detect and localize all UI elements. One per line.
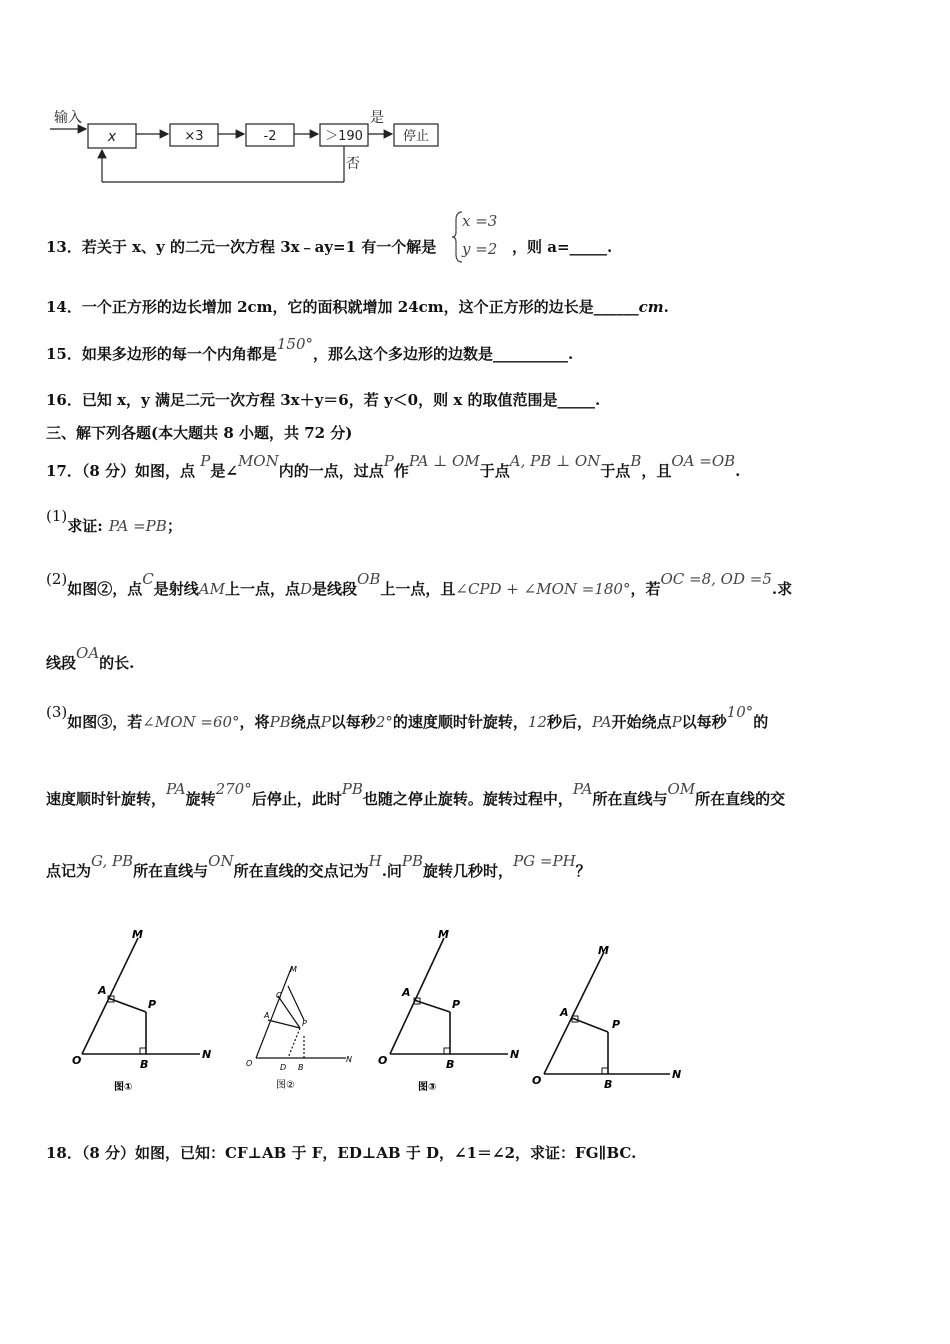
flowchart-no-label: 否: [346, 156, 360, 172]
q13-blank: _____: [569, 238, 608, 256]
q17-intro-2: 是∠: [210, 462, 238, 480]
q17-p3-q: 所在直线与: [133, 862, 209, 880]
fig1-caption: 图①: [114, 1082, 133, 1093]
section-3-title: 三、解下列各题(本大题共 8 小题，共 72 分): [46, 424, 353, 442]
fig4-label-m: M: [598, 944, 609, 957]
question-16: [46, 389, 600, 410]
fig4-label-b: B: [604, 1078, 613, 1091]
q14-unit: cm: [638, 298, 664, 316]
q17-intro-8: .: [735, 462, 741, 480]
q17-p2-num: (2): [46, 570, 68, 588]
flowchart-box-minus2-label: -2: [263, 129, 277, 144]
q17-intro-4: 作: [393, 462, 409, 480]
q17-p3-pg-eq-ph: PG =PH: [513, 852, 576, 870]
q17-p1-num: (1): [46, 507, 68, 525]
q17-point-p: P: [200, 452, 211, 470]
q17-p3-pa-2: PA: [166, 780, 186, 798]
q17-p3-e: 的速度顺时针旋转，: [392, 713, 528, 731]
fig1-label-b: B: [140, 1058, 149, 1071]
q17-p2-f: ，若: [630, 580, 661, 598]
fig3-label-m: M: [438, 928, 449, 941]
fig3-caption: 图③: [418, 1082, 437, 1093]
q15-angle: 150°: [276, 335, 314, 353]
q17-figures: [60, 920, 700, 1100]
fig4-label-p: P: [612, 1018, 621, 1031]
q17-p3-u: ？: [575, 862, 591, 880]
q17-p3-r: 所在直线的交点记为: [233, 862, 369, 880]
fig2-label-b: B: [298, 1063, 304, 1072]
q17-part-2: [46, 570, 793, 599]
q17-p3-o: 所在直线的交: [695, 790, 786, 808]
q17-p2-angle: ∠CPD + ∠MON =180°: [455, 580, 631, 598]
q15-blank: __________: [493, 345, 569, 363]
q17-p3-s: .问: [381, 862, 402, 880]
fig1-label-o: O: [72, 1054, 82, 1067]
flowchart-yes-label: 是: [370, 110, 384, 126]
fig3-label-o: O: [378, 1054, 388, 1067]
fig2-label-m: M: [290, 965, 297, 974]
q17-p3-l: 后停止，此时: [251, 790, 342, 808]
q17-p2-c-point: C: [142, 570, 154, 588]
q17-intro-6: 于点: [600, 462, 631, 480]
q17-p3-10deg: 10°: [726, 703, 754, 721]
q13-sys-x: x =3: [462, 212, 498, 230]
q17-p2-oa: OA: [76, 644, 100, 662]
q17-part-1: [46, 507, 182, 536]
q17-part-3-line2: [46, 780, 786, 809]
q17-p1-text: 求证:: [67, 517, 103, 535]
question-18: 18．（8 分）如图，已知：CF⊥AB 于 F，ED⊥AB 于 D，∠1＝∠2，求证：FG∥BC.: [46, 1144, 637, 1162]
q17-p2-b: 是射线: [153, 580, 199, 598]
question-15: [46, 335, 574, 364]
q16-end: .: [595, 391, 601, 409]
q17-point-b: B: [630, 452, 642, 470]
q17-p3-j: 速度顺时针旋转，: [46, 790, 167, 808]
fig2-label-o: O: [246, 1059, 253, 1068]
q16-blank: _____: [557, 391, 595, 409]
q17-p3-pa-3: PA: [572, 780, 593, 798]
q17-p3-b: ，将: [239, 713, 270, 731]
q17-p2-d-point: D: [299, 580, 313, 598]
fig4-label-n: N: [672, 1068, 682, 1081]
q17-p3-m: 也随之停止旋转。旋转过程中，: [362, 790, 573, 808]
flowchart: [40, 100, 460, 190]
q17-p3-num: (3): [46, 703, 68, 721]
q17-oa-eq-ob: OA =OB: [671, 452, 736, 470]
q17-p3-f: 秒后，: [546, 713, 592, 731]
q14-blank: ______: [593, 298, 639, 316]
q17-p2-h: 线段: [46, 654, 77, 672]
q17-point-p-2: P: [383, 452, 394, 470]
flowchart-box-x-label: x: [107, 129, 117, 145]
q17-p3-p-2: P: [671, 713, 682, 731]
q16-text: 16．已知 x，y 满足二元一次方程 3x＋y＝6，若 y＜0，则 x 的取值范围是: [46, 391, 558, 409]
fig2-label-a: A: [264, 1011, 270, 1020]
q17-p3-12: 12: [527, 713, 547, 731]
q17-p2-d: 是线段: [312, 580, 358, 598]
q17-p1-math: PA =PB: [108, 517, 167, 535]
q17-mon: MON: [237, 452, 279, 470]
fig1-label-a: A: [98, 984, 107, 997]
q17-p3-angle: ∠MON =60°: [142, 713, 240, 731]
question-17-intro: [46, 452, 741, 481]
fig2-caption: 图②: [276, 1080, 295, 1091]
fig2-label-c: C: [276, 991, 282, 1000]
q13-end: .: [607, 238, 613, 256]
q17-p3-pb-2: PB: [341, 780, 363, 798]
q17-p2-i: 的长.: [99, 654, 135, 672]
q17-p3-i: 的: [753, 713, 769, 731]
flowchart-box-gt190-label: ＞190: [325, 129, 363, 144]
q17-p3-om: OM: [667, 780, 696, 798]
fig1-label-p: P: [148, 998, 157, 1011]
q17-p1-end: ；: [166, 517, 182, 535]
q13-text: 13．若关于 x、y 的二元一次方程 3x﹣ay=1 有一个解是: [46, 238, 437, 256]
q13-text-after: ，则 a=: [512, 238, 570, 256]
q17-p3-h: 以每秒: [681, 713, 727, 731]
question-14: [46, 296, 669, 317]
q17-p3-g: 开始绕点: [611, 713, 672, 731]
q14-text: 14．一个正方形的边长增加 2cm，它的面积就增加 24cm，这个正方形的边长是: [46, 298, 594, 316]
q17-part-2-cont: [46, 644, 135, 673]
flowchart-input-label: 输入: [54, 110, 82, 126]
fig3-label-a: A: [402, 986, 411, 999]
q15-text: 15．如果多边形的每一个内角都是: [46, 345, 277, 363]
q17-pa-perp-om: PA ⊥ OM: [408, 452, 480, 470]
q17-part-3: [46, 703, 769, 732]
figure-2: [256, 966, 346, 1058]
q17-intro-1: 17．（8 分）如图，点: [46, 462, 196, 480]
fig4-label-o: O: [532, 1074, 542, 1087]
q17-p3-a: 如图③，若: [67, 713, 143, 731]
q17-p3-270: 270°: [215, 780, 252, 798]
q17-p2-g: .求: [771, 580, 793, 598]
q17-p3-n: 所在直线与: [592, 790, 668, 808]
q17-p2-ob: OB: [357, 570, 381, 588]
q17-a-pb-perp-on: A, PB ⊥ ON: [509, 452, 601, 470]
question-13: [46, 236, 436, 257]
q17-intro-7: ，且: [641, 462, 672, 480]
q17-p3-on: ON: [208, 852, 234, 870]
fig4-label-a: A: [560, 1006, 569, 1019]
q13-equation-system: [450, 210, 510, 266]
q17-p2-vals: OC =8, OD =5: [660, 570, 772, 588]
q17-p2-e: 上一点，且: [380, 580, 456, 598]
flowchart-box-times3-label: ×3: [184, 129, 204, 144]
q17-p3-p: P: [320, 713, 331, 731]
q17-p3-d: 以每秒: [330, 713, 376, 731]
q13-tail: [512, 236, 612, 257]
fig2-label-p: P: [302, 1019, 307, 1028]
fig3-label-n: N: [510, 1048, 520, 1061]
q17-p3-k: 旋转: [185, 790, 216, 808]
q17-p3-pa: PA: [591, 713, 612, 731]
q17-p3-t: 旋转几秒时，: [423, 862, 514, 880]
fig3-label-b: B: [446, 1058, 455, 1071]
q17-p3-p-text: 点记为: [46, 862, 92, 880]
q17-intro-5: 于点: [479, 462, 510, 480]
fig1-label-n: N: [202, 1048, 212, 1061]
flowchart-box-stop-label: 停止: [402, 129, 430, 144]
q17-p3-pb-3: PB: [401, 852, 424, 870]
fig2-label-d: D: [280, 1063, 287, 1072]
q13-sys-y: y =2: [462, 240, 498, 258]
q17-p3-h-point: H: [368, 852, 382, 870]
q17-p2-c: 上一点，点: [224, 580, 300, 598]
q17-intro-3: 内的一点，过点: [278, 462, 384, 480]
fig2-label-n: N: [346, 1055, 352, 1064]
fig1-label-m: M: [132, 928, 143, 941]
fig3-label-p: P: [452, 998, 461, 1011]
q14-end: .: [663, 298, 669, 316]
q17-p2-a: 如图②，点: [67, 580, 143, 598]
q17-p3-pb: PB: [269, 713, 291, 731]
q17-p3-c: 绕点: [290, 713, 321, 731]
q15-text-after: ，那么这个多边形的边数是: [313, 345, 494, 363]
q17-p3-gpb: G, PB: [91, 852, 134, 870]
q17-p3-2deg: 2°: [375, 713, 393, 731]
q15-end: .: [568, 345, 574, 363]
q17-part-3-line3: [46, 852, 591, 881]
q17-p2-am: AM: [198, 580, 225, 598]
